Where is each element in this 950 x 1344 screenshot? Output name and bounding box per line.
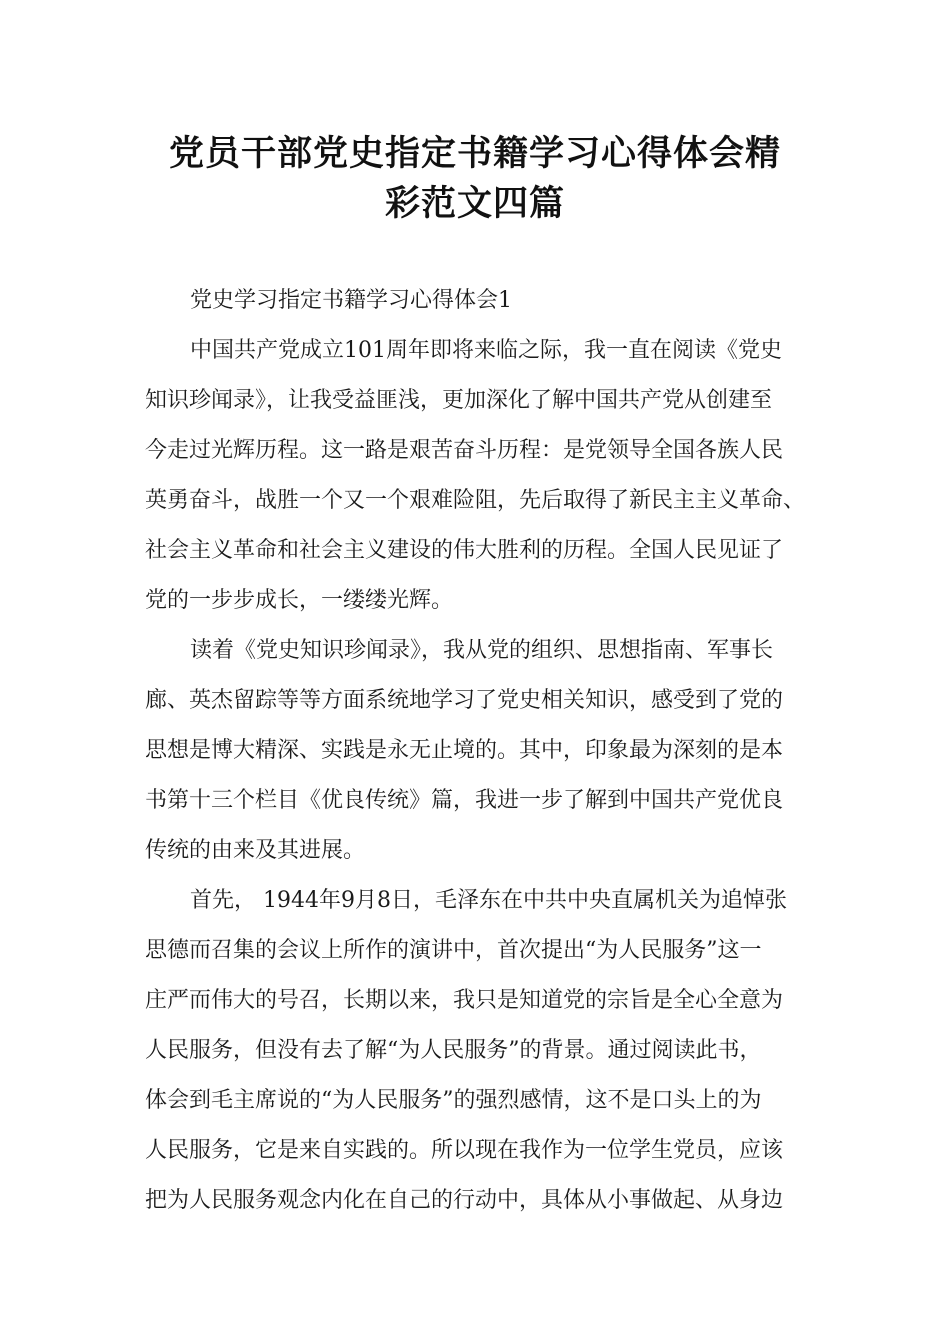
paragraph-line: 传统的由来及其进展。 [145,838,366,863]
paragraph-line: 英勇奋斗，战胜一个又一个艰难险阻，先后取得了新民主主义革命、 [145,488,806,513]
paragraph-line: 人民服务，它是来自实践的。所以现在我作为一位学生党员，应该 [145,1138,784,1163]
paragraph-line: 思德而召集的会议上所作的演讲中，首次提出“为人民服务”这一 [145,938,762,963]
paragraph-line: 庄严而伟大的号召，长期以来，我只是知道党的宗旨是全心全意为 [145,988,784,1013]
paragraph-line: 书第十三个栏目《优良传统》篇，我进一步了解到中国共产党优良 [145,788,784,813]
section-heading: 党史学习指定书籍学习心得体会1 [190,288,512,313]
paragraph-line: 读着《党史知识珍闻录》，我从党的组织、思想指南、军事长 [190,638,774,663]
paragraph-line: 思想是博大精深、实践是永无止境的。其中，印象最为深刻的是本 [145,738,784,763]
paragraph-line: 人民服务，但没有去了解“为人民服务”的背景。通过阅读此书， [145,1038,762,1063]
paragraph-line: 知识珍闻录》，让我受益匪浅，更加深化了解中国共产党从创建至 [145,388,773,413]
paragraph-line: 中国共产党成立101周年即将来临之际，我一直在阅读《党史 [190,338,782,363]
paragraph-line: 把为人民服务观念内化在自己的行动中，具体从小事做起、从身边 [145,1188,784,1213]
paragraph-line: 廊、英杰留踪等等方面系统地学习了党史相关知识，感受到了党的 [145,688,784,713]
document-title-line-1: 党员干部党史指定书籍学习心得体会精 [168,134,781,174]
paragraph-line: 党的一步步成长，一缕缕光辉。 [145,588,454,613]
paragraph-line: 体会到毛主席说的“为人民服务”的强烈感情，这不是口头上的为 [145,1088,762,1113]
paragraph-line: 首先， 1944年9月8日，毛泽东在中共中央直属机关为追悼张 [190,888,787,913]
paragraph-line: 今走过光辉历程。这一路是艰苦奋斗历程：是党领导全国各族人民 [145,438,784,463]
paragraph-line: 社会主义革命和社会主义建设的伟大胜利的历程。全国人民见证了 [145,538,784,563]
document-title-line-2: 彩范文四篇 [384,184,565,224]
